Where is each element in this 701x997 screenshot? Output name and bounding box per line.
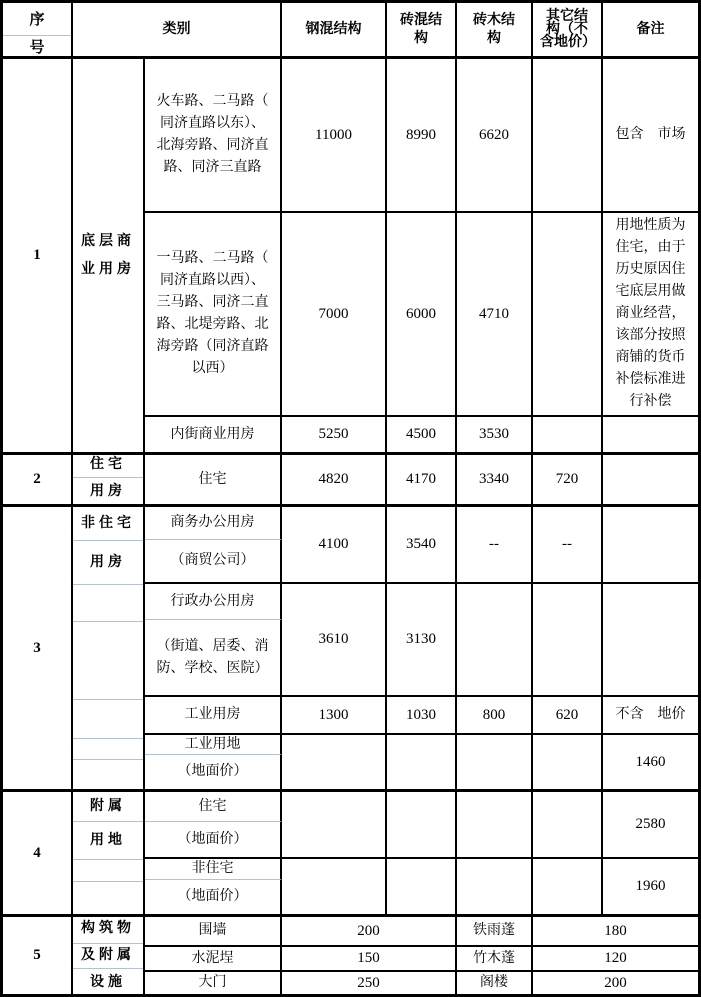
value-steel: 1300 bbox=[282, 697, 387, 735]
category-cell-ground-price: （地面价） bbox=[145, 755, 282, 792]
row-number-4: 4 bbox=[3, 792, 73, 917]
remark-long-text: 用地性质为住宅，由于历史原因住宅底层用做商业经营，该部分按照商铺的货币补偿标准进行补偿 bbox=[615, 218, 686, 409]
value-brick-concrete: 3540 bbox=[387, 507, 457, 584]
value-brick-wood: 6620 bbox=[457, 59, 533, 213]
header-cell-steel: 钢混结构 bbox=[282, 3, 387, 59]
value-steel: 4820 bbox=[282, 455, 387, 507]
item-cell-attic: 阁楼 bbox=[457, 972, 533, 994]
category-cell-industrial-building: 工业用房 bbox=[145, 697, 282, 735]
remark-cell-excludes-land-price: 不含 地价 bbox=[603, 697, 698, 735]
header-index-line1: 序 bbox=[29, 12, 45, 28]
header-cell-index bbox=[3, 3, 73, 59]
value-brick-concrete: 4500 bbox=[387, 417, 457, 455]
group-label-structures bbox=[73, 917, 145, 994]
value-brick-concrete-empty bbox=[387, 792, 457, 859]
category-cell-streets-east: 火车路、二马路（同济直路以东）、北海旁路、同济直路、同济三直路 bbox=[145, 59, 282, 213]
category-cell-residential-land: 住宅 bbox=[145, 792, 282, 822]
category-cell-ground-price: （地面价） bbox=[145, 880, 282, 917]
group-aux-spacer bbox=[73, 859, 143, 881]
header-cell-category: 类别 bbox=[73, 3, 282, 59]
group-aux-spacer bbox=[73, 881, 143, 914]
value-brick-wood-empty bbox=[457, 859, 533, 917]
group-label-ground-floor-commercial: 底层商业用房 bbox=[73, 59, 145, 455]
value-other: 720 bbox=[533, 455, 603, 507]
remark-cell-2580: 2580 bbox=[603, 792, 698, 859]
header-cell-remark: 备注 bbox=[603, 3, 698, 59]
value-brick-wood: 3340 bbox=[457, 455, 533, 507]
value-brick-wood-empty bbox=[457, 792, 533, 859]
header-cell-other-structure: 其它结构（不含地价） bbox=[533, 3, 603, 59]
value-steel: 3610 bbox=[282, 584, 387, 697]
value-other-empty bbox=[533, 735, 603, 792]
value-brick-concrete: 3130 bbox=[387, 584, 457, 697]
value-brick-wood-dash: -- bbox=[457, 507, 533, 584]
value-brick-wood: 3530 bbox=[457, 417, 533, 455]
category-cell-residence: 住宅 bbox=[145, 455, 282, 507]
group-nonres-line1: 非住宅 bbox=[81, 515, 135, 531]
group-label-auxiliary-land bbox=[73, 792, 145, 917]
group-nonres-spacer bbox=[73, 699, 143, 738]
value-other bbox=[533, 59, 603, 213]
row-number-3: 3 bbox=[3, 507, 73, 792]
category-cell-admin-office: 行政办公用房 bbox=[145, 584, 282, 620]
value-brick-concrete: 8990 bbox=[387, 59, 457, 213]
row-number-2: 2 bbox=[3, 455, 73, 507]
value-steel: 7000 bbox=[282, 213, 387, 417]
value-steel: 11000 bbox=[282, 59, 387, 213]
value-other-empty bbox=[533, 792, 603, 859]
group-structures-line1: 构筑物 bbox=[81, 920, 135, 936]
value-brick-wood: 4710 bbox=[457, 213, 533, 417]
value-gate: 250 bbox=[282, 972, 457, 994]
group-structures-line2: 及附属 bbox=[73, 943, 143, 968]
value-other: 620 bbox=[533, 697, 603, 735]
category-cell-inner-street-commercial: 内街商业用房 bbox=[145, 417, 282, 455]
header-cell-brick-wood: 砖木结构 bbox=[457, 3, 533, 59]
group-residential-line2: 用房 bbox=[73, 477, 143, 506]
remark-cell-empty bbox=[603, 507, 698, 584]
group-structures-line3: 设施 bbox=[73, 968, 143, 994]
value-other bbox=[533, 417, 603, 455]
category-cell-nonresidential-land: 非住宅 bbox=[145, 859, 282, 880]
value-cement-yard: 150 bbox=[282, 947, 457, 972]
category-cell-admin-office-detail: （街道、居委、消防、学校、医院） bbox=[145, 620, 282, 697]
remark-cell-empty bbox=[603, 455, 698, 507]
value-brick-concrete: 4170 bbox=[387, 455, 457, 507]
group-residential-line1: 住宅 bbox=[90, 457, 126, 472]
item-cell-gate: 大门 bbox=[145, 972, 282, 994]
value-other-dash: -- bbox=[533, 507, 603, 584]
group-nonres-spacer bbox=[73, 738, 143, 759]
item-cell-iron-canopy: 铁雨蓬 bbox=[457, 917, 533, 947]
value-iron-canopy: 180 bbox=[533, 917, 698, 947]
header-index-line2: 号 bbox=[3, 35, 71, 57]
group-nonres-spacer bbox=[73, 621, 143, 699]
group-nonres-line2: 用房 bbox=[73, 540, 143, 584]
group-aux-line2: 用地 bbox=[73, 821, 143, 859]
category-cell-trade-company: （商贸公司） bbox=[145, 540, 282, 584]
remark-cell-1460: 1460 bbox=[603, 735, 698, 792]
remark-cell-1960: 1960 bbox=[603, 859, 698, 917]
value-other bbox=[533, 584, 603, 697]
value-brick-wood bbox=[457, 584, 533, 697]
category-cell-industrial-land: 工业用地 bbox=[145, 735, 282, 755]
remark-cell-land-use-note bbox=[603, 213, 698, 417]
group-label-residential bbox=[73, 455, 145, 507]
row-number-5: 5 bbox=[3, 917, 73, 994]
value-brick-concrete: 1030 bbox=[387, 697, 457, 735]
value-attic: 200 bbox=[604, 974, 627, 991]
value-steel-empty bbox=[282, 792, 387, 859]
remark-cell-empty bbox=[603, 584, 698, 697]
group-aux-line1: 附属 bbox=[90, 798, 126, 814]
value-steel: 4100 bbox=[282, 507, 387, 584]
value-brick-wood: 800 bbox=[457, 697, 533, 735]
value-brick-concrete: 6000 bbox=[387, 213, 457, 417]
group-nonres-spacer bbox=[73, 759, 143, 789]
row-number-1: 1 bbox=[3, 59, 73, 455]
category-cell-business-office: 商务办公用房 bbox=[145, 507, 282, 540]
item-cell-bamboo-canopy: 竹木蓬 bbox=[457, 947, 533, 972]
value-other bbox=[533, 213, 603, 417]
header-cell-brick-concrete: 砖混结构 bbox=[387, 3, 457, 59]
value-brick-concrete-empty bbox=[387, 859, 457, 917]
remark-cell-includes-market: 包含 市场 bbox=[603, 59, 698, 213]
value-brick-concrete-empty bbox=[387, 735, 457, 792]
group-nonres-spacer bbox=[73, 584, 143, 621]
value-steel: 5250 bbox=[282, 417, 387, 455]
category-cell-streets-west: 一马路、二马路（同济直路以西）、三马路、同济二直路、北堤旁路、北海旁路（同济直路以西） bbox=[145, 213, 282, 417]
item-cell-fence: 围墙 bbox=[145, 917, 282, 947]
value-brick-wood-empty bbox=[457, 735, 533, 792]
value-bamboo-canopy: 120 bbox=[533, 947, 698, 972]
category-cell-ground-price: （地面价） bbox=[145, 822, 282, 859]
group-label-non-residential bbox=[73, 507, 145, 792]
remark-cell-empty bbox=[603, 417, 698, 455]
value-fence: 200 bbox=[282, 917, 457, 947]
item-cell-cement-yard: 水泥埕 bbox=[145, 947, 282, 972]
value-steel-empty bbox=[282, 735, 387, 792]
value-steel-empty bbox=[282, 859, 387, 917]
value-other-empty bbox=[533, 859, 603, 917]
